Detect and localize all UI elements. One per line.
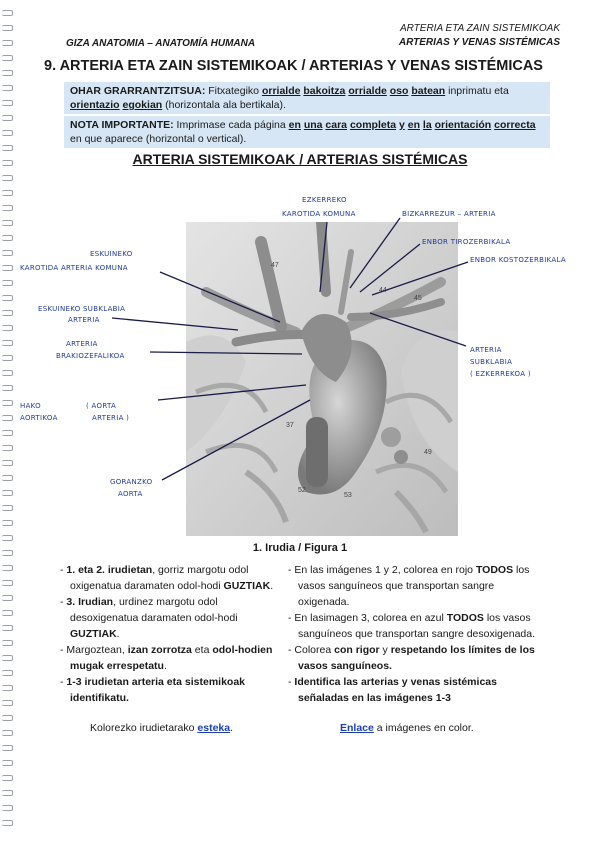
page-title: 9. ARTERIA ETA ZAIN SISTEMIKOAK / ARTERIAS Y VENAS SISTÉMICAS [44, 58, 543, 74]
instruction-item [288, 610, 548, 642]
annotation-ascending-aorta-1: GORANZKO [110, 478, 153, 486]
figure-number-label: 37 [286, 422, 294, 429]
instruction-text: - [288, 676, 295, 688]
figure-number-label: 53 [344, 492, 352, 499]
binding-ring [2, 625, 13, 631]
instruction-text: los vasos sanguíneos que transportan sangre desoxigenada. [298, 612, 536, 640]
binding-ring [2, 640, 13, 646]
binding-ring [2, 175, 13, 181]
binding-ring [2, 85, 13, 91]
binding-ring [2, 220, 13, 226]
enlace-link[interactable]: Enlace [340, 722, 374, 734]
anatomy-figure [186, 222, 458, 536]
binding-ring [2, 745, 13, 751]
instruction-item [288, 562, 548, 610]
annotation-left-common-carotid-prefix: EZKERREKO [302, 196, 347, 204]
notice-emphasis: oso [389, 85, 409, 97]
instruction-text: - [60, 564, 67, 576]
instruction-emphasis: GUZTIAK [223, 580, 271, 592]
header-topic [399, 22, 560, 50]
notice-text: (horizontala ala bertikala). [162, 99, 286, 111]
binding-ring [2, 805, 13, 811]
annotation-left-common-carotid: KAROTIDA KOMUNA [282, 210, 356, 218]
notice-emphasis: y [398, 119, 405, 131]
instruction-emphasis: Identifica las arterias y venas sistémicas señaladas en las imágenes 1-3 [294, 676, 497, 704]
notice-emphasis: una [303, 119, 323, 131]
instruction-text: los vasos sanguíneos que transportan sangre oxigenada. [298, 564, 530, 608]
notice-emphasis: cara [325, 119, 348, 131]
instruction-text: . [270, 580, 274, 592]
notice-emphasis: la [422, 119, 432, 131]
binding-ring [2, 520, 13, 526]
binding-ring [2, 355, 13, 361]
color-images-link-basque [90, 722, 233, 734]
annotation-right-subclavian-artery: ARTERIA [68, 316, 100, 324]
instruction-emphasis: con rigor [334, 644, 380, 656]
spiral-binding [0, 10, 14, 840]
instruction-emphasis: respetando los límites de los vasos sanguíneos. [298, 644, 535, 672]
notice-emphasis: completa [349, 119, 397, 131]
instruction-emphasis: GUZTIAK [70, 628, 117, 640]
binding-ring [2, 460, 13, 466]
instruction-text: , urdinez margotu odol desoxigenatua daramaten odol-hodi [70, 596, 238, 624]
binding-ring [2, 205, 13, 211]
binding-ring [2, 280, 13, 286]
annotation-left-subclavian-side: ( EZKERREKOA ) [470, 370, 531, 378]
binding-ring [2, 385, 13, 391]
notice-emphasis: orientación [434, 119, 492, 131]
annotation-right-subclavian: ESKUINEKO SUBKLABIA [38, 305, 126, 313]
annotation-thyrocervical-trunk: ENBOR TIROZERBIKALA [422, 238, 511, 246]
notice-emphasis: batean [411, 85, 446, 97]
notice-text: inprimatu eta [445, 85, 509, 97]
binding-ring [2, 130, 13, 136]
instruction-text: . [116, 628, 120, 640]
notice-emphasis: en [288, 119, 301, 131]
annotation-vertebral-artery: BIZKARREZUR – ARTERIA [402, 210, 496, 218]
binding-ring [2, 310, 13, 316]
binding-ring [2, 430, 13, 436]
instruction-emphasis: TODOS [475, 564, 514, 576]
instruction-emphasis: odol-hodien mugak errespetatu [70, 644, 273, 672]
instruction-item [288, 642, 548, 674]
color-images-link-spanish [340, 722, 474, 734]
figure-number-label: 47 [271, 262, 279, 269]
annotation-aortic-artery-1: ( AORTA [86, 402, 117, 410]
instruction-item [60, 594, 286, 642]
instruction-emphasis: 3. Irudian [66, 596, 114, 608]
figure-number-label: 49 [424, 449, 432, 456]
instructions-spanish [288, 562, 548, 706]
binding-ring [2, 325, 13, 331]
annotation-aortic-arch-2: AORTIKOA [20, 414, 58, 422]
footer-text: . [230, 722, 234, 734]
binding-ring [2, 715, 13, 721]
instruction-text: - Colorea [288, 644, 335, 656]
notice-basque-label: OHAR GRARRANTZITSUA: [70, 85, 206, 97]
binding-ring [2, 445, 13, 451]
notice-emphasis: en [407, 119, 420, 131]
instruction-item [60, 562, 286, 594]
binding-ring [2, 580, 13, 586]
binding-ring [2, 790, 13, 796]
binding-ring [2, 115, 13, 121]
notice-text: Imprimase cada página [173, 119, 289, 131]
notice-emphasis: egokian [122, 99, 163, 111]
instruction-emphasis: izan zorrotza [127, 644, 192, 656]
binding-ring [2, 820, 13, 826]
instruction-item [60, 674, 286, 706]
annotation-brachiocephalic-prefix: ARTERIA [66, 340, 98, 348]
binding-ring [2, 670, 13, 676]
binding-ring [2, 595, 13, 601]
binding-ring [2, 25, 13, 31]
binding-ring [2, 565, 13, 571]
binding-ring [2, 250, 13, 256]
instruction-text: - [60, 596, 67, 608]
binding-ring [2, 490, 13, 496]
binding-ring [2, 760, 13, 766]
annotation-right-common-carotid: KAROTIDA ARTERIA KOMUNA [20, 264, 128, 272]
instruction-text: y [379, 644, 391, 656]
instruction-emphasis: 1-3 irudietan arteria eta sistemikoak identifikatu. [66, 676, 246, 704]
annotation-aortic-arch-1: HAKO [20, 402, 41, 410]
figure-number-label: 45 [414, 295, 422, 302]
annotation-right-common-carotid-prefix: ESKUINEKO [90, 250, 133, 258]
binding-ring [2, 370, 13, 376]
notice-emphasis: orrialde [261, 85, 301, 97]
binding-ring [2, 655, 13, 661]
instructions-basque [60, 562, 286, 706]
notice-emphasis: bakoitza [303, 85, 346, 97]
binding-ring [2, 730, 13, 736]
binding-ring [2, 190, 13, 196]
section-subtitle: ARTERIA SISTEMIKOAK / ARTERIAS SISTÉMICAS [132, 151, 468, 167]
notice-emphasis: orientazio [70, 99, 120, 111]
binding-ring [2, 10, 13, 16]
binding-ring [2, 685, 13, 691]
figure-number-label: 44 [379, 287, 387, 294]
binding-ring [2, 235, 13, 241]
figure-number-label: 52 [298, 487, 306, 494]
esteka-link[interactable]: esteka [197, 722, 231, 734]
notice-text: en que aparece (horizontal o vertical). [70, 133, 247, 145]
annotation-ascending-aorta-2: AORTA [118, 490, 143, 498]
binding-ring [2, 400, 13, 406]
binding-ring [2, 70, 13, 76]
annotation-left-subclavian-prefix: ARTERIA [470, 346, 502, 354]
binding-ring [2, 295, 13, 301]
binding-ring [2, 775, 13, 781]
instruction-emphasis: 1. eta 2. irudietan [66, 564, 153, 576]
notice-text: Fitxategiko [205, 85, 262, 97]
notice-basque [64, 82, 550, 114]
annotation-aortic-artery-2: ARTERIA ) [92, 414, 130, 422]
instruction-item [288, 674, 548, 706]
instruction-text: eta [191, 644, 213, 656]
notice-spanish-label: NOTA IMPORTANTE: [70, 119, 174, 131]
binding-ring [2, 100, 13, 106]
binding-ring [2, 55, 13, 61]
figure-caption: 1. Irudia / Figura 1 [252, 542, 348, 554]
binding-ring [2, 700, 13, 706]
instruction-text: , gorriz margotu odol oxigenatua daramaten odol-hodi [70, 564, 249, 592]
instruction-text: . [163, 660, 167, 672]
annotation-left-subclavian: SUBKLABIA [470, 358, 513, 366]
annotation-brachiocephalic: BRAKIOZEFALIKOA [56, 352, 125, 360]
header-topic-eu: ARTERIA ETA ZAIN SISTEMIKOAK [399, 23, 560, 34]
notice-spanish [64, 116, 550, 148]
instruction-item [60, 642, 286, 674]
binding-ring [2, 415, 13, 421]
instruction-text: - En lasimagen 3, colorea en azul [288, 612, 447, 624]
binding-ring [2, 40, 13, 46]
notice-emphasis: correcta [494, 119, 536, 131]
footer-text: Kolorezko irudietarako [90, 722, 198, 734]
footer-text: a imágenes en color. [373, 722, 474, 734]
binding-ring [2, 265, 13, 271]
header-topic-es: ARTERIAS Y VENAS SISTÉMICAS [398, 37, 560, 48]
instruction-emphasis: TODOS [446, 612, 484, 624]
binding-ring [2, 610, 13, 616]
binding-ring [2, 475, 13, 481]
binding-ring [2, 340, 13, 346]
instruction-text: - [60, 676, 67, 688]
instruction-text: - En las imágenes 1 y 2, colorea en rojo [288, 564, 476, 576]
binding-ring [2, 535, 13, 541]
annotation-costocervical-trunk: ENBOR KOSTOZERBIKALA [470, 256, 566, 264]
instruction-text: - Margoztean, [60, 644, 128, 656]
notice-emphasis: orrialde [348, 85, 387, 97]
binding-ring [2, 505, 13, 511]
header-subject: GIZA ANATOMIA – ANATOMÍA HUMANA [66, 38, 256, 49]
